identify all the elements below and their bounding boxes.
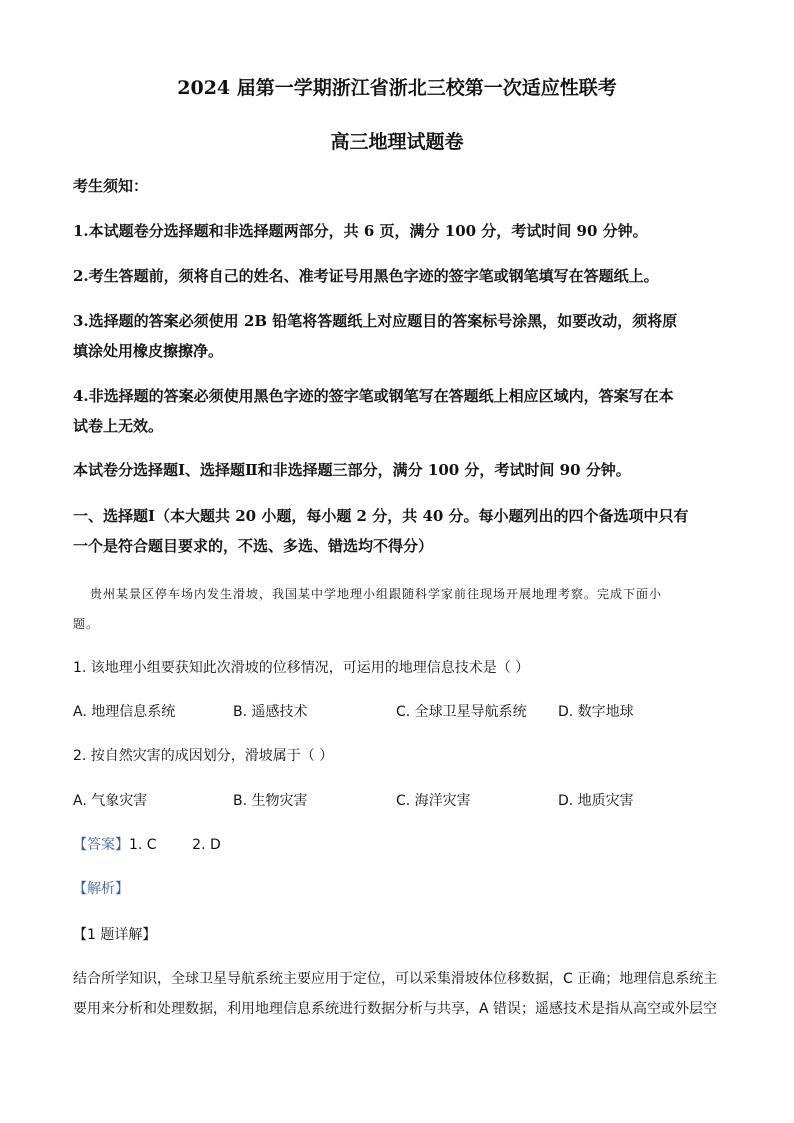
detail-text: 结合所学知识，全球卫星导航系统主要应用于定位，可以采集滑坡体位移数据，C 正确；地理信息系统主 [73,971,718,987]
material-text: 贵州某景区停车场内发生滑坡，我国某中学地理小组跟随科学家前往现场开展地理考察。完成下面小 [90,587,663,601]
q1-option-b: B. 遥感技术 [233,704,308,720]
notice-heading: 考生须知： [73,177,149,195]
q2-option-b: B. 生物灾害 [233,793,308,809]
analysis-tag: 【解析】 [73,881,129,897]
notice-3: 3.选择题的答案必须使用 2B 铅笔将答题纸上对应题目的答案标号涂黑，如要改动，须将原 [73,312,678,330]
paper-note: 本试卷分选择题Ⅰ、选择题Ⅱ和非选择题三部分，满分 100 分，考试时间 90 分钟。 [73,461,631,479]
q1-option-d: D. 数字地球 [558,704,634,720]
notice-2: 2.考生答题前，须将自己的姓名、准考证号用黑色字迹的签字笔或钢笔填写在答题纸上。 [73,267,659,285]
exam-subtitle: 高三地理试题卷 [330,131,464,153]
notice-4-cont: 试卷上无效。 [73,417,164,435]
section-heading: 一、选择题Ⅰ（本大题共 20 小题，每小题 2 分，共 40 分。每小题列出的四个备选项中只有 [73,507,689,525]
exam-title: 2024 届第一学期浙江省浙北三校第一次适应性联考 [177,77,617,99]
q2-option-c: C. 海洋灾害 [396,793,471,809]
section-heading-cont: 一个是符合题目要求的，不选、多选、错选均不得分） [73,537,434,555]
material-text-cont: 题。 [73,617,100,631]
q1-option-a: A. 地理信息系统 [73,704,176,720]
answer-tag: 【答案】 [73,837,129,853]
question-1-stem: 1. 该地理小组要获知此次滑坡的位移情况，可运用的地理信息技术是（ ） [73,660,530,676]
q2-option-d: D. 地质灾害 [558,793,634,809]
q1-option-c: C. 全球卫星导航系统 [396,704,527,720]
detail-text-cont: 要用来分析和处理数据，利用地理信息系统进行数据分析与共享，A 错误；遥感技术是指从高空或外层空 [73,1001,718,1017]
notice-3-cont: 填涂处用橡皮擦擦净。 [73,342,224,360]
answer-text: 1. C 2. D [129,837,221,853]
detail-tag: 【1 题详解】 [73,927,157,943]
answer-line [73,835,723,855]
notice-1: 1.本试题卷分选择题和非选择题两部分，共 6 页，满分 100 分，考试时间 90 分钟。 [73,222,648,240]
q2-option-a: A. 气象灾害 [73,793,148,809]
notice-4: 4.非选择题的答案必须使用黑色字迹的签字笔或钢笔写在答题纸上相应区域内，答案写在本 [73,387,674,405]
question-2-stem: 2. 按自然灾害的成因划分，滑坡属于（ ） [73,748,334,764]
